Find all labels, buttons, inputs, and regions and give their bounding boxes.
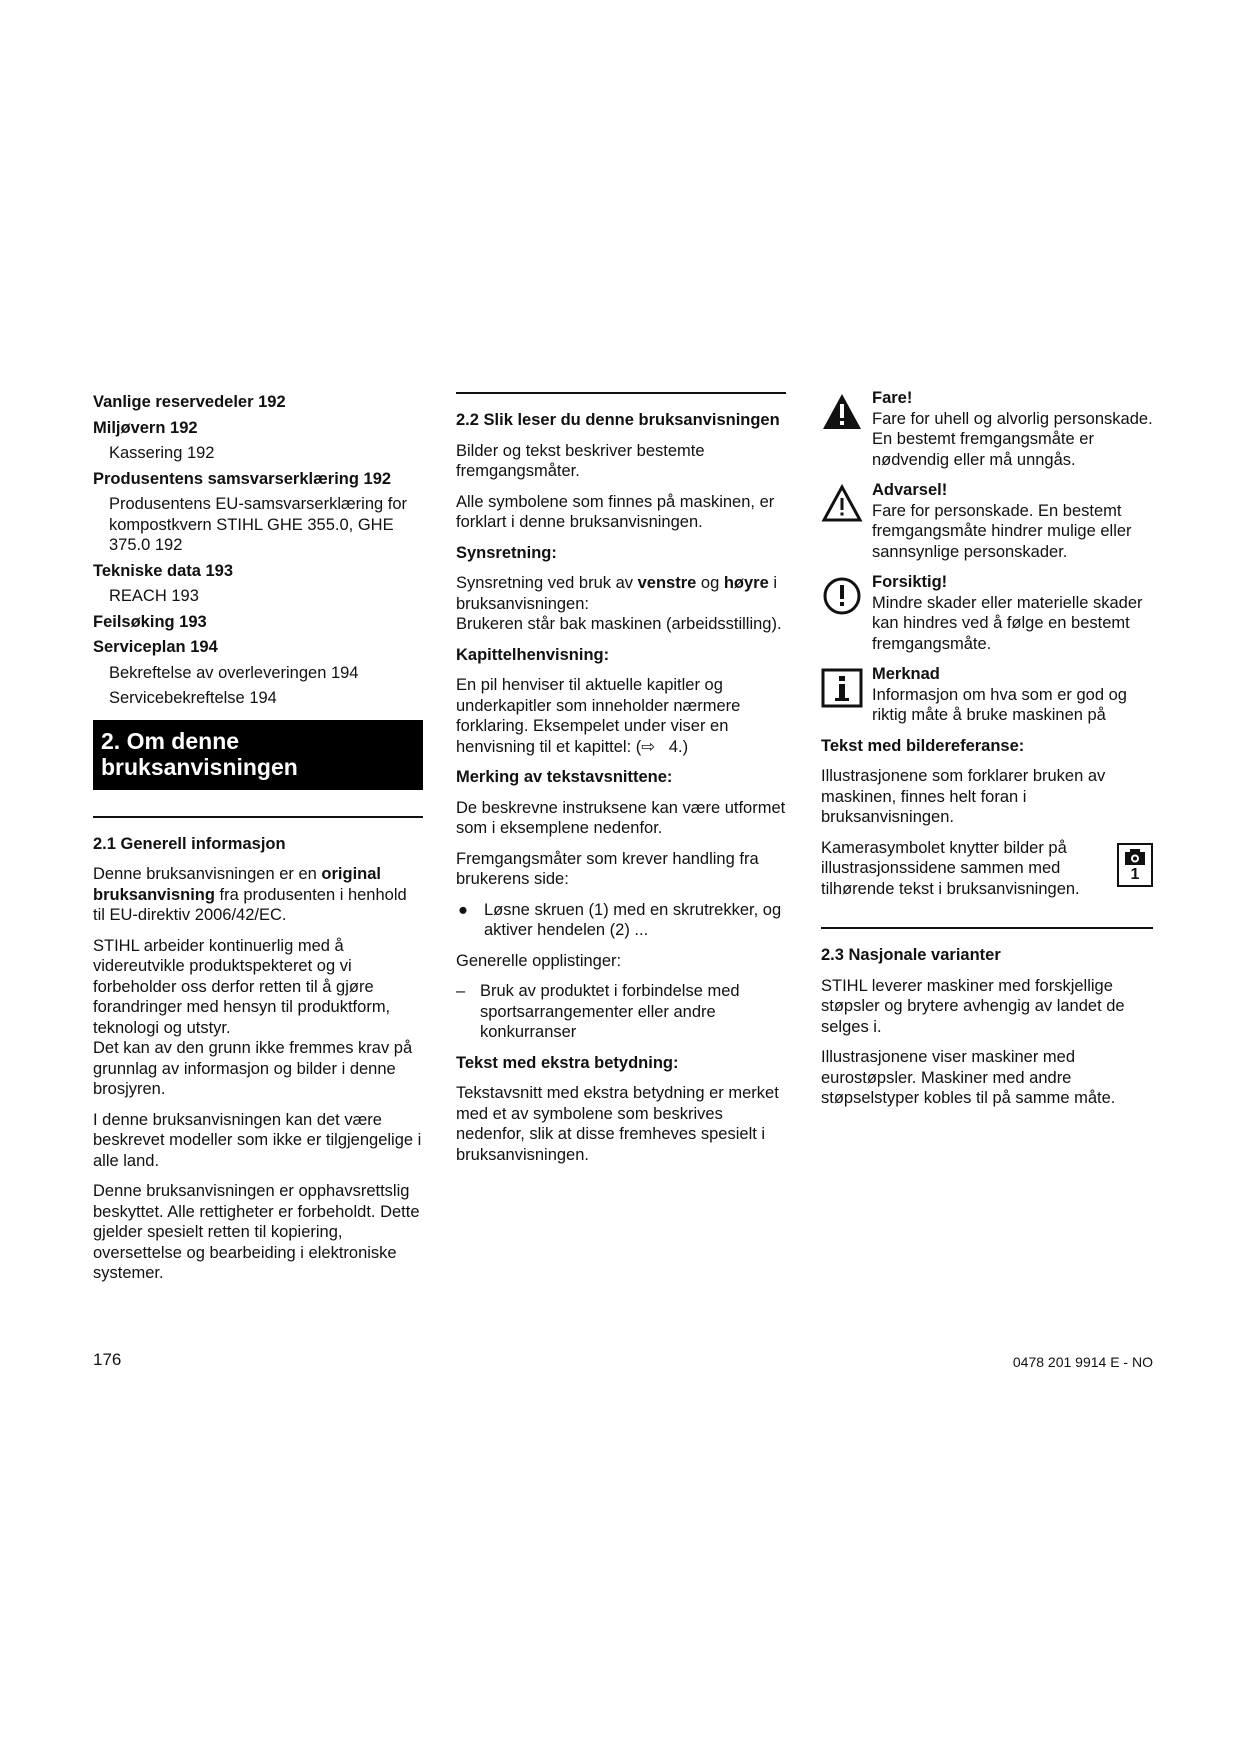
danger-triangle-icon <box>821 392 863 432</box>
subheading: Kapittelhenvisning: <box>456 645 610 664</box>
toc-subitem: Bekreftelse av overleveringen 194 <box>109 663 359 682</box>
paragraph: Fremgangsmåter som krever handling fra brukerens side: <box>456 849 759 888</box>
column-middle <box>456 392 786 1175</box>
paragraph: Illustrasjonene som forklarer bruken av maskinen, finnes helt foran i bruksanvisningen. <box>821 767 1106 826</box>
section-heading: 2.2 Slik leser du denne bruksanvisningen <box>456 411 780 429</box>
paragraph: En pil henviser til aktuelle kapitler og underkapitler som inneholder nærmere forklaring. Eksempelet under viser en henvisning til et kapittel: (⇨ 4.) <box>456 676 745 756</box>
dash-item: – Bruk av produktet i forbindelse med sportsarrangementer eller andre konkurranser <box>456 982 740 1041</box>
paragraph: Alle symbolene som finnes på maskinen, er forklart i denne bruksanvisningen. <box>456 492 775 531</box>
camera-reference: Kamerasymbolet knytter bilder på illustrasjonssidene sammen med tilhørende tekst i bruksanvisningen. 1 <box>821 838 1153 900</box>
paragraph: STIHL arbeider kontinuerlig med å videreutvikle produktspekteret og vi forbeholder oss derfor retten til å gjøre forandringer med hensyn til produktform, teknologi og utstyr. Det kan av den grunn ikke fremmes krav på grunnlag av informasjon og bilder i denne brosjyren. <box>93 936 413 1098</box>
paragraph: I denne bruksanvisningen kan det være beskrevet modeller som ikke er tilgjengelige i alle land. <box>93 1110 422 1170</box>
section-divider <box>821 927 1153 929</box>
bullet-marker: ● <box>458 900 468 919</box>
info-icon <box>821 668 863 708</box>
toc-item: Feilsøking 193 <box>93 612 207 631</box>
subheading: Synsretning: <box>456 543 557 562</box>
chapter-title: 2. Om denne bruksanvisningen <box>93 720 423 790</box>
page-number: 176 <box>93 1350 122 1369</box>
paragraph: De beskrevne instruksene kan være utformet som i eksemplene nedenfor. <box>456 798 786 837</box>
toc-subitem: Servicebekreftelse 194 <box>109 689 277 707</box>
paragraph: Bilder og tekst beskriver bestemte fremgangsmåter. <box>456 441 705 480</box>
notice-caution: Forsiktig! Mindre skader eller materielle skader kan hindres ved å følge en bestemt fremgangsmåte. <box>821 572 1153 654</box>
toc-item: Miljøvern 192 <box>93 418 198 437</box>
paragraph: Tekstavsnitt med ekstra betydning er merket med et av symbolene som beskrives nedenfor, slik at disse fremheves spesielt i bruksanvisningen. <box>456 1084 779 1164</box>
paragraph: STIHL leverer maskiner med forskjellige støpsler og brytere avhengig av landet de selges i. <box>821 976 1125 1036</box>
notice-danger: Fare! Fare for uhell og alvorlig personskade. En bestemt fremgangsmåte er nødvendig eller må unngås. <box>821 388 1153 470</box>
warning-triangle-icon <box>821 484 863 524</box>
section-divider <box>93 816 423 818</box>
paragraph: Synsretning ved bruk av venstre og høyre i bruksanvisningen: Brukeren står bak maskinen (arbeidsstilling). <box>456 574 782 633</box>
bullet-item: ● Løsne skruen (1) med en skrutrekker, og aktiver hendelen (2) ... <box>458 900 782 939</box>
column-left <box>93 392 423 1294</box>
toc-item: Produsentens samsvarserklæring 192 <box>93 469 392 488</box>
toc-subitem: REACH 193 <box>109 587 199 605</box>
paragraph: Denne bruksanvisningen er opphavsrettslig beskyttet. Alle rettigheter er forbeholdt. Dette gjelder spesielt retten til kopiering, oversettelse og bearbeiding i elektroniske systemer. <box>93 1182 420 1282</box>
toc-subitem: Kassering 192 <box>109 444 215 462</box>
toc-item: Serviceplan 194 <box>93 638 218 656</box>
subheading: Tekst med ekstra betydning: <box>456 1053 679 1072</box>
toc-item: Vanlige reservedeler 192 <box>93 393 286 411</box>
subheading: Merking av tekstavsnittene: <box>456 768 673 786</box>
document-code: 0478 201 9914 E - NO <box>1012 1354 1153 1370</box>
section-divider <box>456 392 786 394</box>
notice-info: Merknad Informasjon om hva som er god og riktig måte å bruke maskinen på <box>821 664 1153 726</box>
paragraph: Illustrasjonene viser maskiner med eurostøpsler. Maskiner med andre støpselstyper kobles til på samme måte. <box>821 1048 1116 1107</box>
exclamation-circle-icon <box>821 576 863 616</box>
subheading: Tekst med bildereferanse: <box>821 736 1025 755</box>
table-of-contents <box>93 392 423 709</box>
toc-subitem: Produsentens EU-samsvarserklæring for kompostkvern STIHL GHE 355.0, GHE 375.0 192 <box>109 495 408 554</box>
paragraph: Denne bruksanvisningen er en original bruksanvisning fra produsenten i henhold til EU-direktiv 2006/42/EC. <box>93 865 407 924</box>
dash-marker: – <box>456 982 466 1000</box>
paragraph: Generelle opplistinger: <box>456 951 622 970</box>
section-heading: 2.3 Nasjonale varianter <box>821 946 1001 964</box>
notice-warning: Advarsel! Fare for personskade. En bestemt fremgangsmåte hindrer mulige eller sannsynlige personskader. <box>821 480 1153 562</box>
toc-item: Tekniske data 193 <box>93 561 234 580</box>
column-right <box>821 388 1153 1119</box>
camera-icon: 1 <box>1117 843 1153 887</box>
section-heading: 2.1 Generell informasjon <box>93 834 286 853</box>
